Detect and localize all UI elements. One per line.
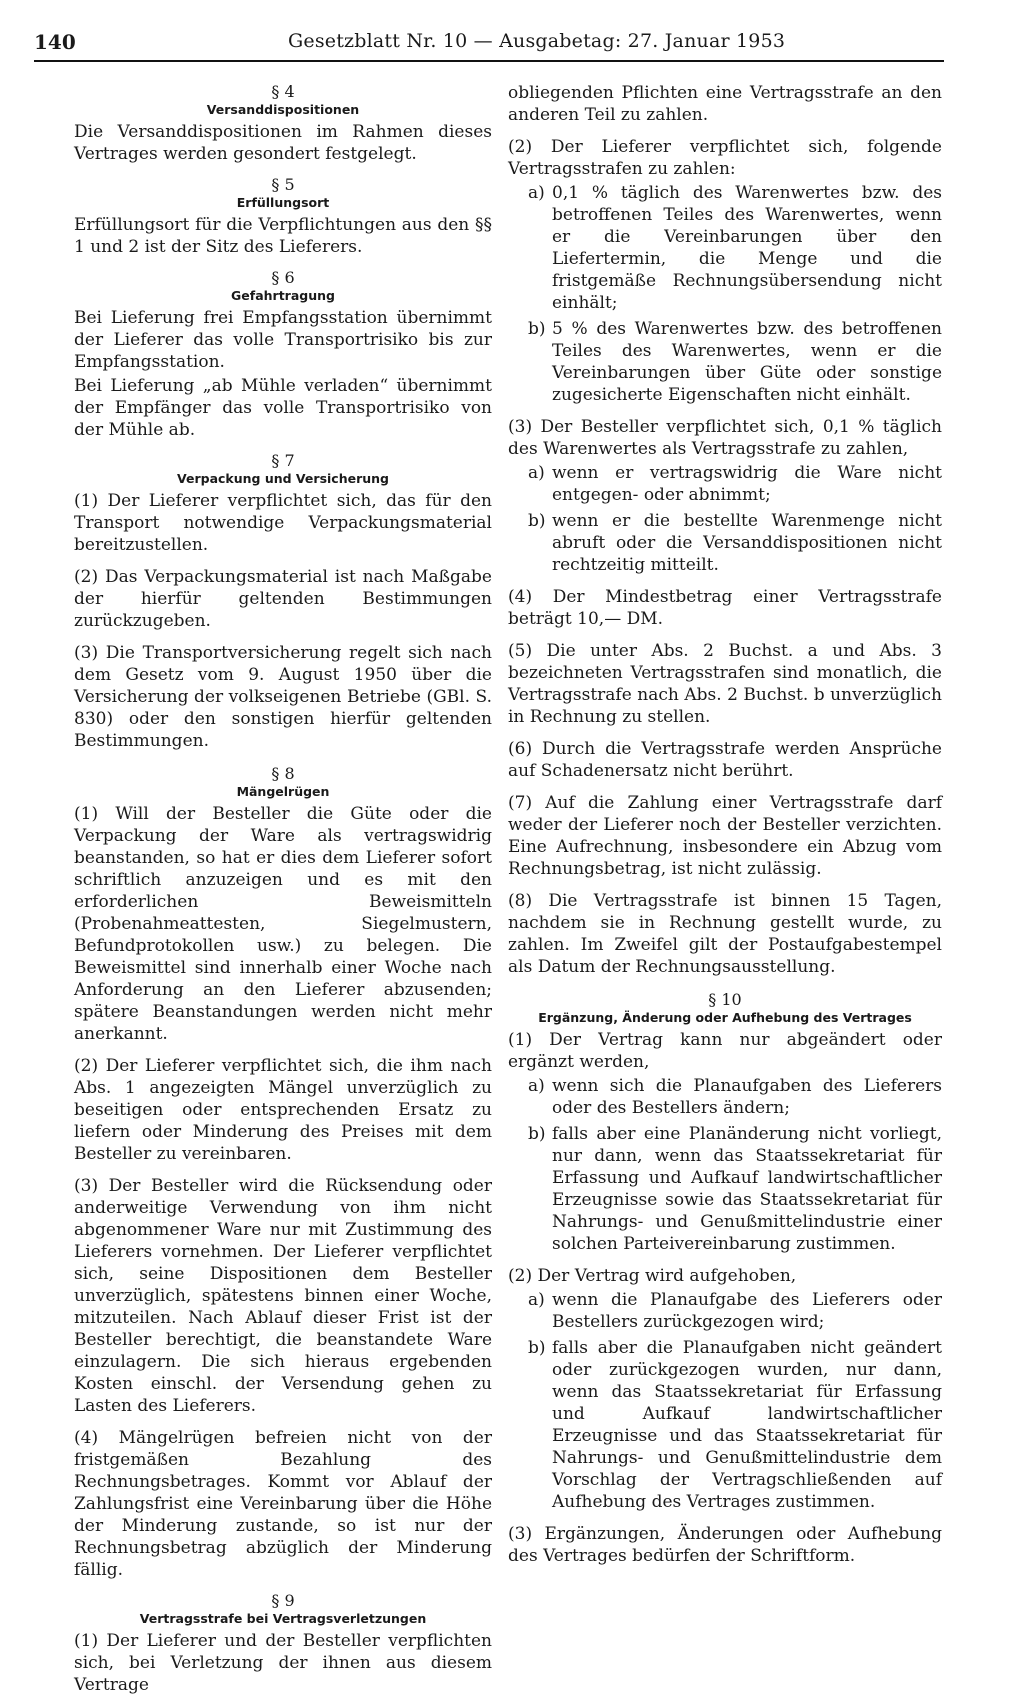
paragraph: (1) Der Lieferer verpflichtet sich, das für den Transport notwendige Verpackungsmaterial bereitzustellen. [74,491,492,555]
paragraph: (2) Das Verpackungsmaterial ist nach Maßgabe der hierfür geltenden Bestimmungen zurückzugeben. [74,567,492,631]
list-marker: a) [528,463,545,483]
list-item [508,462,942,506]
list-marker: b) [528,511,546,531]
section-number: § 4 [271,82,295,101]
section-title: Vertragsstrafe bei Vertragsverletzungen [139,1611,427,1626]
paragraph: (1) Der Vertrag kann nur abgeändert oder ergänzt werden, [508,1030,942,1072]
paragraph: (8) Die Vertragsstrafe ist binnen 15 Tagen, nachdem sie in Rechnung gestellt wurde, zu zahlen. Im Zweifel gilt der Postaufgabestempel als Datum der Rechnungsausstellung. [508,891,942,977]
paragraph: (3) Die Transportversicherung regelt sich nach dem Gesetz vom 9. August 1950 über die Versicherung der volkseigenen Betriebe (GBl. S. 830) oder den sonstigen hierfür geltenden Bestimmungen. [74,643,492,751]
paragraph: Die Versanddispositionen im Rahmen dieses Vertrages werden gesondert festgelegt. [74,122,492,164]
list-marker: b) [528,1338,546,1358]
list-marker: a) [528,183,545,203]
paragraph: Bei Lieferung frei Empfangsstation übernimmt der Lieferer das volle Transportrisiko bis zur Empfangsstation. [74,308,492,372]
paragraph: (4) Der Mindestbetrag einer Vertragsstrafe beträgt 10,— DM. [508,587,942,629]
section-number: § 5 [271,175,295,194]
page-number: 140 [34,30,76,54]
list-marker: a) [528,1290,545,1310]
section-number: § 7 [271,451,295,470]
section-title: Gefahrtragung [231,288,335,303]
paragraph: (6) Durch die Vertragsstrafe werden Ansprüche auf Schadenersatz nicht berührt. [508,739,942,781]
paragraph: (2) Der Vertrag wird aufgehoben, [508,1266,797,1286]
section-title: Mängelrügen [236,784,330,799]
list-item-text: wenn er die bestellte Warenmenge nicht abruft oder die Versanddispositionen nicht rechtzeitig mitteilt. [552,511,942,575]
section-title: Erfüllungsort [236,195,330,210]
list-item [508,510,942,576]
list-item-text: 5 % des Warenwertes bzw. des betroffenen Teiles des Warenwertes, wenn er die Vereinbarungen über Güte oder sonstige zugesicherte Eigenschaften nicht einhält. [552,319,942,405]
page-header [34,30,944,64]
list-marker: b) [528,1124,546,1144]
list-marker: b) [528,319,546,339]
right-column [508,82,942,1577]
section-title: Ergänzung, Änderung oder Aufhebung des Vertrages [538,1010,912,1025]
paragraph: (3) Ergänzungen, Änderungen oder Aufhebung des Vertrages bedürfen der Schriftform. [508,1524,942,1566]
list-item [508,318,942,406]
list-item [508,1123,942,1255]
list-item [508,1337,942,1513]
section-title: Verpackung und Versicherung [177,471,389,486]
page-title: Gesetzblatt Nr. 10 — Ausgabetag: 27. Januar 1953 [288,30,786,52]
header-rule [34,60,944,62]
section-number: § 6 [271,268,295,287]
paragraph: obliegenden Pflichten eine Vertragsstrafe an den anderen Teil zu zahlen. [508,83,942,125]
paragraph: (1) Will der Besteller die Güte oder die Verpackung der Ware als vertragswidrig beanstanden, so hat er dies dem Lieferer sofort schriftlich anzuzeigen und es mit den erforderlichen Beweismitteln (Probenahmeattesten, Siegelmustern, Befundprotokollen usw.) zu belegen. Die Beweismittel sind innerhalb einer Woche nach Anforderung an den Lieferer abzusenden; spätere Beanstandungen werden nicht mehr anerkannt. [74,804,492,1044]
section-number: § 9 [271,1591,295,1610]
left-column [74,82,492,1706]
section-number: § 10 [708,990,742,1009]
paragraph: (4) Mängelrügen befreien nicht von der fristgemäßen Bezahlung des Rechnungsbetrages. Kommt vor Ablauf der Zahlungsfrist eine Vereinbarung über die Höhe der Minderung zustande, so ist nur der Rechnungsbetrag abzüglich der Minderung fällig. [74,1428,492,1580]
list-item-text: wenn er vertragswidrig die Ware nicht entgegen- oder abnimmt; [552,463,942,505]
list-item-text: wenn sich die Planaufgaben des Lieferers oder des Bestellers ändern; [552,1076,942,1118]
paragraph: (3) Der Besteller wird die Rücksendung oder anderweitige Verwendung von ihm nicht abgenommener Ware nur mit Zustimmung des Lieferers vornehmen. Der Lieferer verpflichtet sich, seine Dispositionen dem Besteller unverzüglich, spätestens binnen einer Woche, mitzuteilen. Nach Ablauf dieser Frist ist der Besteller berechtigt, die beanstandete Ware einzulagern. Die sich hieraus ergebenden Kosten einschl. der Versendung gehen zu Lasten des Lieferers. [74,1176,492,1416]
list-item-text: wenn die Planaufgabe des Lieferers oder Bestellers zurückgezogen wird; [552,1290,942,1332]
list-item-text: falls aber die Planaufgaben nicht geändert oder zurückgezogen wurden, nur dann, wenn das Staatssekretariat für Erfassung und Aufkauf landwirtschaftlicher Erzeugnisse und das Staatssekretariat für Nahrungs- und Genußmittelindustrie dem Vorschlag der Vertragschließenden auf Aufhebung des Vertrages zustimmen. [552,1338,942,1512]
paragraph: (2) Der Lieferer verpflichtet sich, folgende Vertragsstrafen zu zahlen: [508,137,942,179]
paragraph: Bei Lieferung „ab Mühle verladen“ übernimmt der Empfänger das volle Transportrisiko von der Mühle ab. [74,376,492,440]
list-item [508,182,942,314]
list-item-text: 0,1 % täglich des Warenwertes bzw. des betroffenen Teiles des Warenwertes, wenn er die Vereinbarungen über den Liefertermin, die Menge und die fristgemäße Rechnungsübersendung nicht einhält; [552,183,942,313]
paragraph: (1) Der Lieferer und der Besteller verpflichten sich, bei Verletzung der ihnen aus diesem Vertrage [74,1631,492,1695]
section-title: Versanddispositionen [206,102,360,117]
paragraph: (5) Die unter Abs. 2 Buchst. a und Abs. 3 bezeichneten Vertragsstrafen sind monatlich, die Vertragsstrafe nach Abs. 2 Buchst. b unverzüglich in Rechnung zu stellen. [508,641,942,727]
paragraph: (3) Der Besteller verpflichtet sich, 0,1 % täglich des Warenwertes als Vertragsstrafe zu zahlen, [508,417,942,459]
list-item [508,1075,942,1119]
list-marker: a) [528,1076,545,1096]
paragraph: Erfüllungsort für die Verpflichtungen aus den §§ 1 und 2 ist der Sitz des Lieferers. [74,215,492,257]
section-number: § 8 [271,764,295,783]
list-item-text: falls aber eine Planänderung nicht vorliegt, nur dann, wenn das Staatssekretariat für Erfassung und Aufkauf landwirtschaftlicher Erzeugnisse sowie das Staatssekretariat für Nahrungs- und Genußmittelindustrie einer solchen Parteivereinbarung zustimmen. [552,1124,942,1254]
paragraph: (2) Der Lieferer verpflichtet sich, die ihm nach Abs. 1 angezeigten Mängel unverzüglich zu beseitigen oder entsprechenden Ersatz zu liefern oder Minderung des Preises mit dem Besteller zu vereinbaren. [74,1056,492,1164]
list-item [508,1289,942,1333]
paragraph: (7) Auf die Zahlung einer Vertragsstrafe darf weder der Lieferer noch der Besteller verzichten. Eine Aufrechnung, insbesondere ein Abzug vom Rechnungsbetrag, ist nicht zulässig. [508,793,942,879]
